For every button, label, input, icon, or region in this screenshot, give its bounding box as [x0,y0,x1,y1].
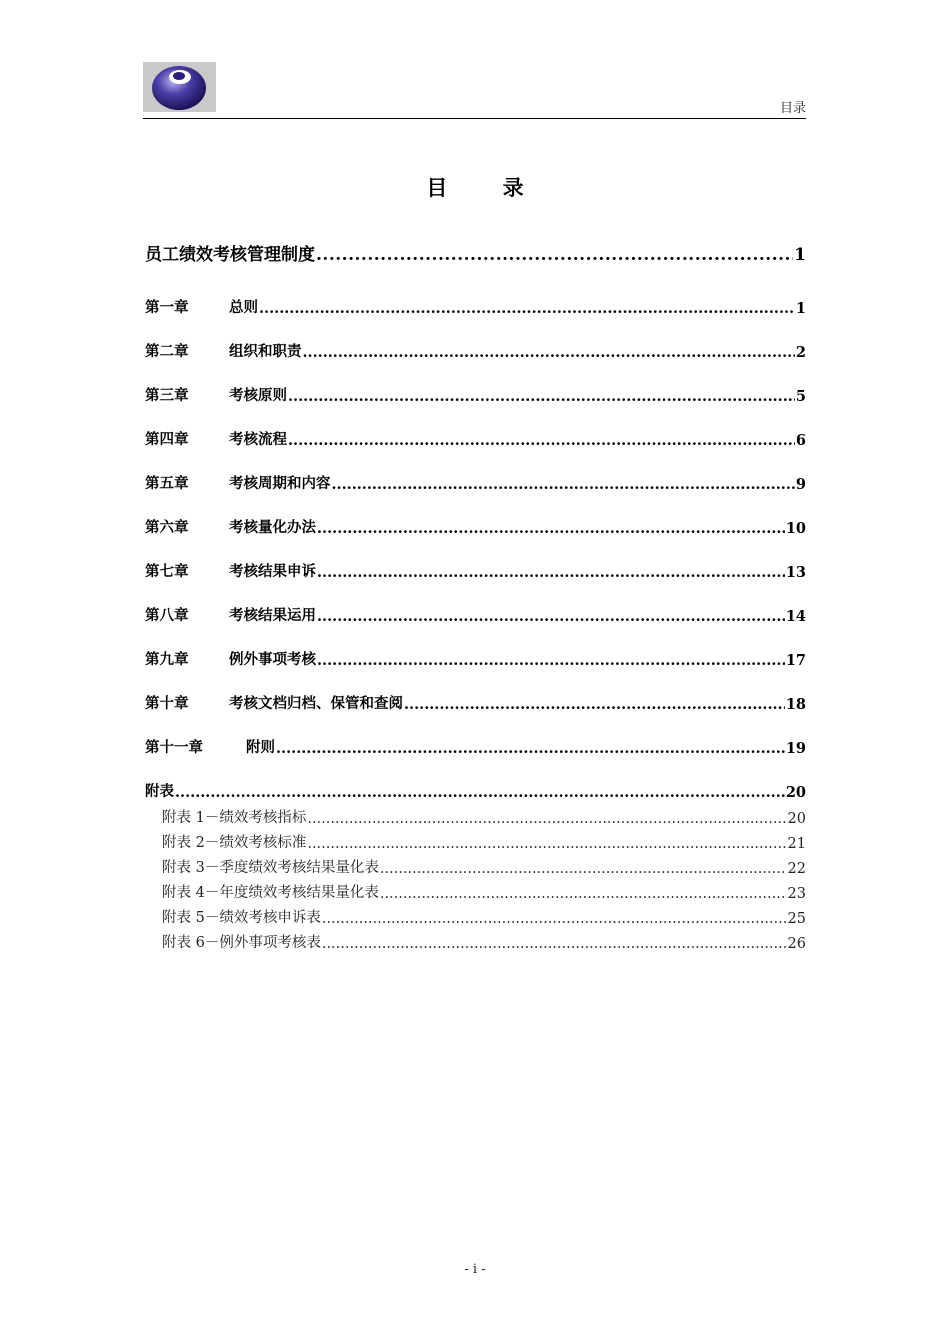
toc-leader [317,520,785,537]
toc-leader [332,476,795,493]
chapter-page: 9 [795,476,806,493]
page-number: - i - [464,1262,486,1277]
toc-chapter-10[interactable] [145,692,806,713]
toc-leader [404,696,785,713]
appendix-item-title: 附表 6－例外事项考核表 [162,935,321,951]
toc-leader [322,911,787,927]
page-header [143,62,806,119]
chapter-number: 第十章 [145,695,189,712]
toc-leader [288,432,795,449]
chapter-page: 6 [795,432,806,449]
chapter-page: 18 [785,696,806,713]
toc-chapter-6[interactable] [145,516,806,537]
toc-leader [259,300,795,317]
chapter-number: 第十一章 [145,739,203,756]
toc-main-text: 员工绩效考核管理制度 [145,245,315,265]
chapter-number: 第三章 [145,387,189,404]
toc-appendix-item-5[interactable] [162,906,806,927]
chapter-page: 2 [795,344,806,361]
toc-leader [307,811,786,827]
chapter-title: 例外事项考核 [229,651,316,668]
chapter-title: 考核结果申诉 [229,563,316,580]
toc-chapter-3[interactable] [145,384,806,405]
toc-appendix-item-1[interactable] [162,806,806,827]
toc-chapter-1[interactable] [145,296,806,317]
toc-chapter-5[interactable] [145,472,806,493]
appendix-item-page: 23 [787,886,806,902]
header-label: 目录 [779,101,806,116]
globe-icon [143,62,216,112]
toc-leader [303,344,795,361]
toc-chapter-2[interactable] [145,340,806,361]
appendix-item-page: 26 [787,936,806,952]
chapter-title: 考核流程 [229,431,287,448]
chapter-title: 考核原则 [229,387,287,404]
toc-leader [276,740,785,757]
toc-leader [288,388,795,405]
chapter-title: 附则 [246,739,275,756]
chapter-title: 组织和职责 [229,343,302,360]
appendix-item-page: 25 [787,911,806,927]
toc-chapter-11[interactable] [145,736,806,757]
chapter-number: 第六章 [145,519,189,536]
toc-appendix-item-3[interactable] [162,856,806,877]
toc-main-entry[interactable] [145,240,806,265]
toc-main-page: 1 [794,245,806,265]
appendix-item-title: 附表 4－年度绩效考核结果量化表 [162,885,379,901]
chapter-title: 总则 [229,299,258,316]
toc-chapter-9[interactable] [145,648,806,669]
toc-leader [317,608,785,625]
toc-appendix-item-2[interactable] [162,831,806,852]
appendix-item-title: 附表 2－绩效考核标准 [162,835,307,851]
chapter-page: 14 [785,608,806,625]
appendix-item-title: 附表 3－季度绩效考核结果量化表 [162,860,379,876]
toc-appendix-item-6[interactable] [162,931,806,952]
toc-chapter-7[interactable] [145,560,806,581]
appendix-item-title: 附表 1－绩效考核指标 [162,810,307,826]
toc-leader [317,564,785,581]
chapter-page: 1 [795,300,806,317]
toc-leader [322,936,787,952]
toc-appendix[interactable] [145,780,806,801]
appendix-item-page: 22 [787,861,806,877]
chapter-page: 19 [785,740,806,757]
chapter-number: 第七章 [145,563,189,580]
toc-appendix-item-4[interactable] [162,881,806,902]
chapter-number: 第九章 [145,651,189,668]
page-title: 目 录 [426,175,548,200]
chapter-title: 考核周期和内容 [229,475,331,492]
chapter-page: 10 [785,520,806,537]
chapter-page: 13 [785,564,806,581]
appendix-page: 20 [785,784,806,801]
chapter-title: 考核结果运用 [229,607,316,624]
toc-chapter-8[interactable] [145,604,806,625]
appendix-title: 附表 [145,783,174,800]
toc-leader [317,652,785,669]
chapter-page: 5 [795,388,806,405]
chapter-number: 第四章 [145,431,189,448]
toc-leader [316,245,793,265]
chapter-title: 考核量化办法 [229,519,316,536]
chapter-number: 第一章 [145,299,189,316]
company-logo [143,62,216,112]
toc-leader [380,886,787,902]
chapter-number: 第二章 [145,343,189,360]
chapter-number: 第五章 [145,475,189,492]
chapter-number: 第八章 [145,607,189,624]
toc-leader [380,861,787,877]
appendix-item-page: 21 [787,836,806,852]
toc-leader [175,784,785,801]
chapter-page: 17 [785,652,806,669]
appendix-item-page: 20 [787,811,806,827]
toc-leader [307,836,786,852]
chapter-title: 考核文档归档、保管和查阅 [229,695,403,712]
appendix-item-title: 附表 5－绩效考核申诉表 [162,910,321,926]
toc-chapter-4[interactable] [145,428,806,449]
